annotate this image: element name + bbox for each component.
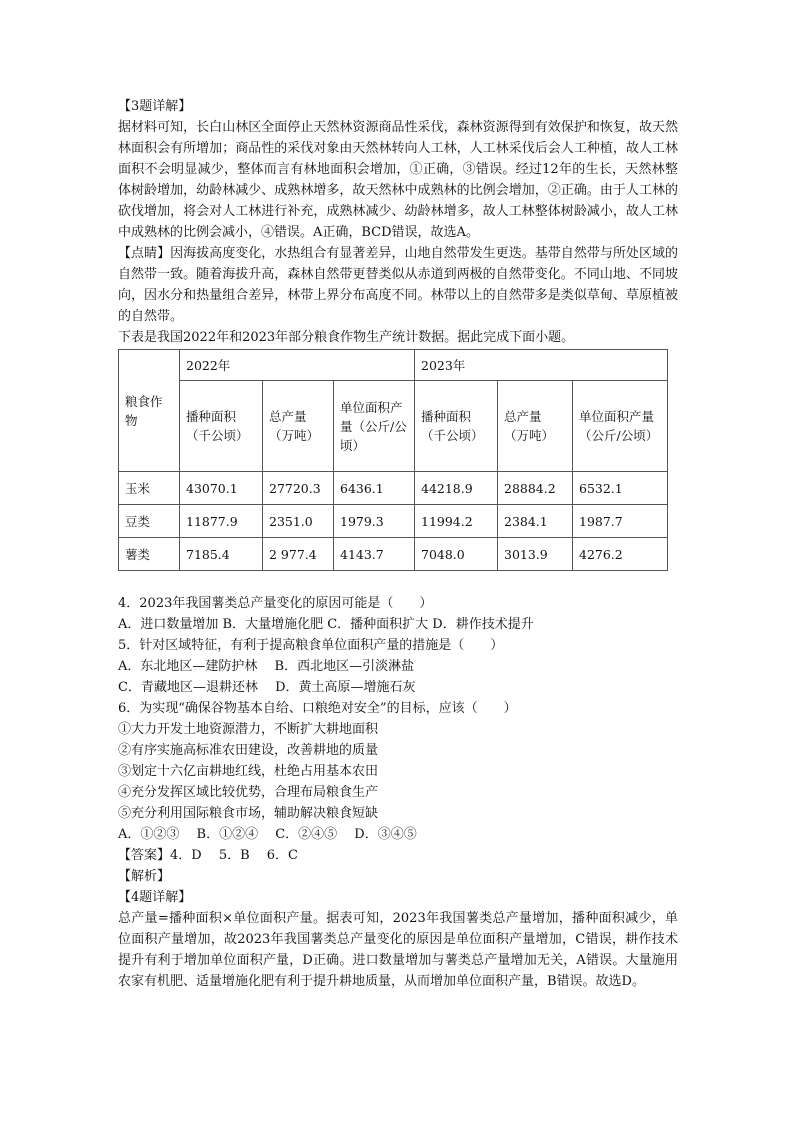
table-cell: 11877.9: [180, 505, 263, 538]
question-4: 4．2023年我国薯类总产量变化的原因可能是（ ）: [118, 596, 433, 611]
table-cell: 1987.7: [573, 505, 668, 538]
crop-name: 薯类: [119, 538, 180, 571]
table-cell: 28884.2: [498, 472, 573, 505]
table-row: [119, 538, 668, 571]
question-6-item: ③划定十六亿亩耕地红线，杜绝占用基本农田: [118, 764, 379, 779]
table-cell: 2351.0: [263, 505, 334, 538]
sec3-heading: 【3题详解】: [118, 99, 192, 114]
question-6-item: ④充分发挥区域比较优势，合理布局粮食生产: [118, 785, 379, 800]
table-cell: 6532.1: [573, 472, 668, 505]
table-row: [119, 505, 668, 538]
question-6: 6．为实现“确保谷物基本自给、口粮绝对安全”的目标，应该（ ）: [118, 701, 517, 716]
table-intro: 下表是我国2022年和2023年部分粮食作物生产统计数据。据此完成下面小题。: [118, 330, 575, 345]
header-year-2022: 2022年: [180, 350, 415, 381]
header-yield-2023: 单位面积产量（公斤/公顷）: [573, 381, 668, 472]
question-6-item: ②有序实施高标准农田建设，改善耕地的质量: [118, 743, 379, 758]
dianjing-note: 【点睛】因海拔高度变化，水热组合有显著差异，山地自然带发生更迭。基带自然带与所处区域的自然带一致。随着海拔升高，森林自然带更替类似从赤道到两极的自然带变化。不同山地、不同坡向，因水分和热量组合差异，林带上界分布高度不同。林带以上的自然带多是类似草甸、草原植被的自然带。: [118, 246, 678, 324]
header-area-2022: 播种面积（千公顷）: [180, 381, 263, 472]
header-yield-2022: 单位面积产量（公斤/公顷）: [334, 381, 415, 472]
table-cell: 7048.0: [415, 538, 498, 571]
question-5-options-ab: A．东北地区—建防护林 B．西北地区—引淡淋盐: [118, 659, 415, 674]
header-crop: 粮食作物: [119, 350, 180, 472]
sec3-body: 据材料可知，长白山林区全面停止天然林资源商品性采伐，森林资源得到有效保护和恢复，故天然林面积会有所增加；商品性的采伐对象由天然林转向人工林，人工林采伐后会人工种植，故人工林面积不会明显减少，整体而言有林地面积会增加，①正确，③错误。经过12年的生长，天然林整体树龄增加，幼龄林减少、成熟林增多，故天然林中成熟林的比例会增加，②正确。由于人工林的砍伐增加，将会对人工林进行补充，成熟林减少、幼龄林增多，故人工林整体树龄减小，故人工林中成熟林的比例会减小，④错误。A正确，BCD错误，故选A。: [118, 120, 678, 240]
header-year-2023: 2023年: [415, 350, 668, 381]
document-page: [118, 96, 678, 992]
analysis-heading: 【解析】: [118, 869, 171, 884]
table-cell: 7185.4: [180, 538, 263, 571]
table-cell: 2384.1: [498, 505, 573, 538]
question-5: 5．针对区域特征，有利于提高粮食单位面积产量的措施是（ ）: [118, 638, 504, 653]
answer-line: 【答案】4．D 5．B 6．C: [118, 848, 299, 863]
header-output-2023: 总产量（万吨）: [498, 381, 573, 472]
crop-name: 玉米: [119, 472, 180, 505]
table-cell: 4276.2: [573, 538, 668, 571]
table-cell: 3013.9: [498, 538, 573, 571]
table-cell: 27720.3: [263, 472, 334, 505]
table-cell: 44218.9: [415, 472, 498, 505]
question-4-options: A．进口数量增加 B．大量增施化肥 C．播种面积扩大 D．耕作技术提升: [118, 617, 534, 632]
table-row: [119, 472, 668, 505]
question-6-item: ⑤充分利用国际粮食市场，辅助解决粮食短缺: [118, 806, 379, 821]
sec4-heading: 【4题详解】: [118, 890, 192, 905]
table-cell: 43070.1: [180, 472, 263, 505]
header-area-2023: 播种面积（千公顷）: [415, 381, 498, 472]
header-output-2022: 总产量（万吨）: [263, 381, 334, 472]
question-6-options: A．①②③ B．①②④ C．②④⑤ D．③④⑤: [118, 827, 417, 842]
table-cell: 2 977.4: [263, 538, 334, 571]
table-cell: 1979.3: [334, 505, 415, 538]
question-5-options-cd: C．青藏地区—退耕还林 D．黄土高原—增施石灰: [118, 680, 416, 695]
table-cell: 6436.1: [334, 472, 415, 505]
grain-table: [118, 349, 668, 571]
question-6-item: ①大力开发土地资源潜力，不断扩大耕地面积: [118, 722, 379, 737]
sec4-body: 总产量=播种面积×单位面积产量。据表可知，2023年我国薯类总产量增加，播种面积减少，单位面积产量增加，故2023年我国薯类总产量变化的原因是单位面积产量增加，C错误，耕作技术提升有利于增加单位面积产量，D正确。进口数量增加与薯类总产量增加无关，A错误。大量施用农家有机肥、适量增施化肥有利于提升耕地质量，从而增加单位面积产量，B错误。故选D。: [118, 911, 678, 989]
table-cell: 4143.7: [334, 538, 415, 571]
crop-name: 豆类: [119, 505, 180, 538]
table-cell: 11994.2: [415, 505, 498, 538]
